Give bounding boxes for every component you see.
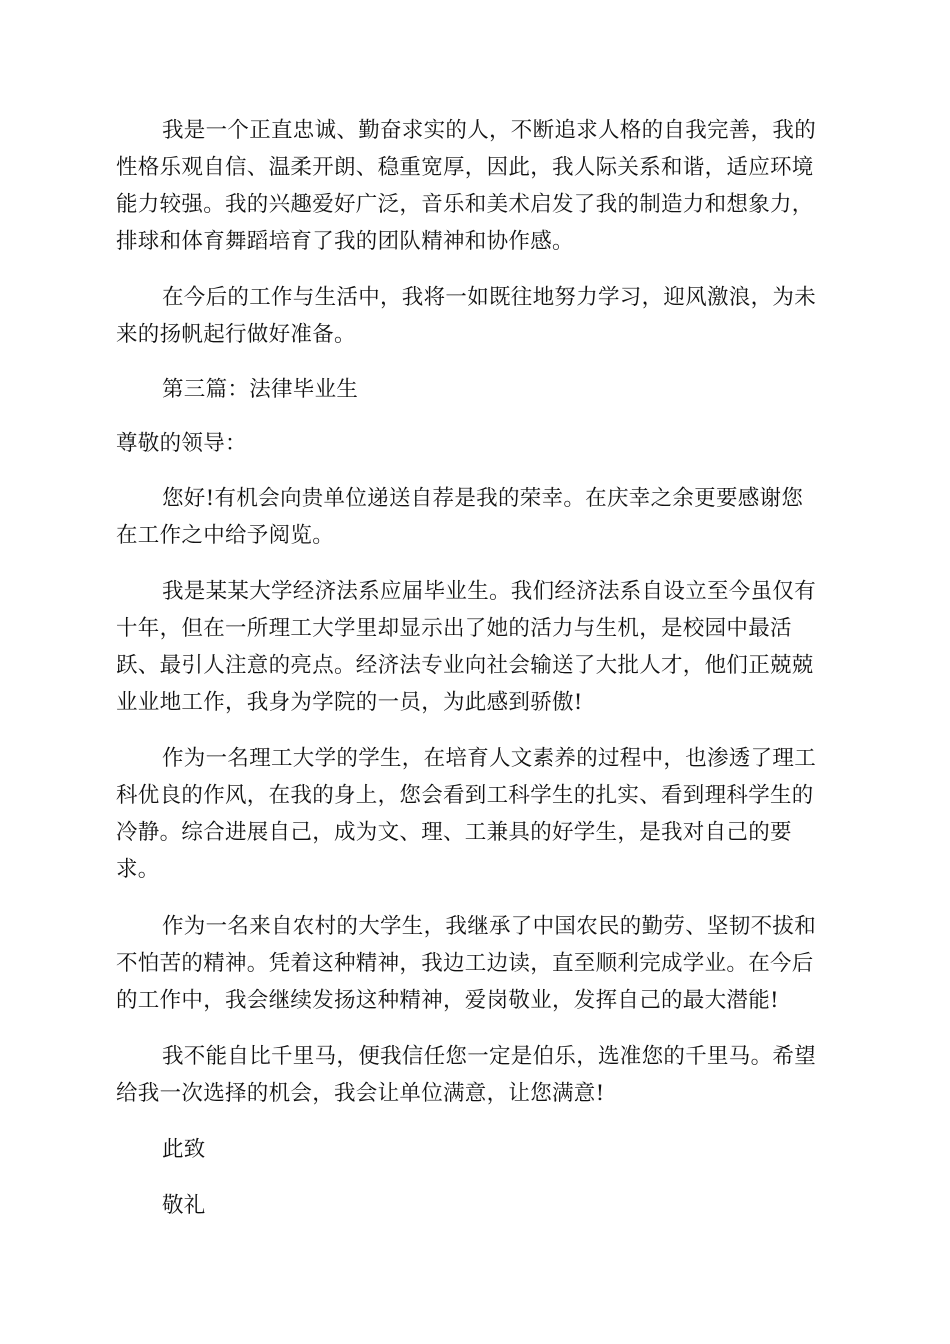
paragraph-line: 我是一个正直忠诚、勤奋求实的人，不断追求人格的自我完善，我的 <box>162 118 817 143</box>
paragraph-line: 跃、最引人注意的亮点。经济法专业向社会输送了大批人才，他们正兢兢 <box>116 653 814 678</box>
paragraph-line: 的工作中，我会继续发扬这种精神，爱岗敬业，发挥自己的最大潜能! <box>116 988 779 1013</box>
paragraph-line: 排球和体育舞蹈培育了我的团队精神和协作感。 <box>116 229 574 254</box>
regards <box>116 1187 836 1224</box>
paragraph-closing <box>116 1038 836 1112</box>
paragraph-department <box>116 573 836 721</box>
closing-phrase <box>116 1131 836 1168</box>
paragraph-line: 能力较强。我的兴趣爱好广泛，音乐和美术启发了我的制造力和想象力， <box>116 192 814 217</box>
paragraph-line: 作为一名理工大学的学生，在培育人文素养的过程中，也渗透了理工 <box>162 746 817 771</box>
regards-text: 敬礼 <box>162 1193 206 1218</box>
salutation-text: 尊敬的领导： <box>116 431 247 456</box>
section-title: 第三篇：法律毕业生 <box>162 377 359 402</box>
paragraph-line: 来的扬帆起行做好准备。 <box>116 322 356 347</box>
paragraph-line: 在工作之中给予阅览。 <box>116 523 335 548</box>
paragraph-line: 作为一名来自农村的大学生，我继承了中国农民的勤劳、坚韧不拔和 <box>162 914 817 939</box>
paragraph-line: 性格乐观自信、温柔开朗、稳重宽厚，因此，我人际关系和谐，适应环境 <box>116 155 814 180</box>
paragraph-future <box>116 279 836 353</box>
paragraph-line: 冷静。综合进展自己，成为文、理、工兼具的好学生，是我对自己的要 <box>116 820 792 845</box>
paragraph-rural <box>116 908 836 1019</box>
section-heading <box>116 371 836 408</box>
salutation <box>116 425 836 462</box>
paragraph-line: 十年，但在一所理工大学里却显示出了她的活力与生机，是校园中最活 <box>116 616 792 641</box>
paragraph-line: 科优良的作风，在我的身上，您会看到工科学生的扎实、看到理科学生的 <box>116 783 814 808</box>
paragraph-line: 给我一次选择的机会，我会让单位满意，让您满意! <box>116 1081 605 1106</box>
paragraph-line: 求。 <box>116 857 160 882</box>
paragraph-line: 不怕苦的精神。凭着这种精神，我边工边读，直至顺利完成学业。在今后 <box>116 951 814 976</box>
paragraph-line: 业业地工作，我身为学院的一员，为此感到骄傲! <box>116 690 583 715</box>
paragraph-student <box>116 740 836 888</box>
paragraph-line: 我是某某大学经济法系应届毕业生。我们经济法系自设立至今虽仅有 <box>162 579 817 604</box>
paragraph-greeting <box>116 480 836 554</box>
paragraph-line: 在今后的工作与生活中，我将一如既往地努力学习，迎风激浪，为未 <box>162 285 817 310</box>
paragraph-line: 您好!有机会向贵单位递送自荐是我的荣幸。在庆幸之余更要感谢您 <box>162 486 804 511</box>
paragraph-personality <box>116 112 836 260</box>
closing-text: 此致 <box>162 1137 206 1162</box>
paragraph-line: 我不能自比千里马，便我信任您一定是伯乐，选准您的千里马。希望 <box>162 1044 817 1069</box>
